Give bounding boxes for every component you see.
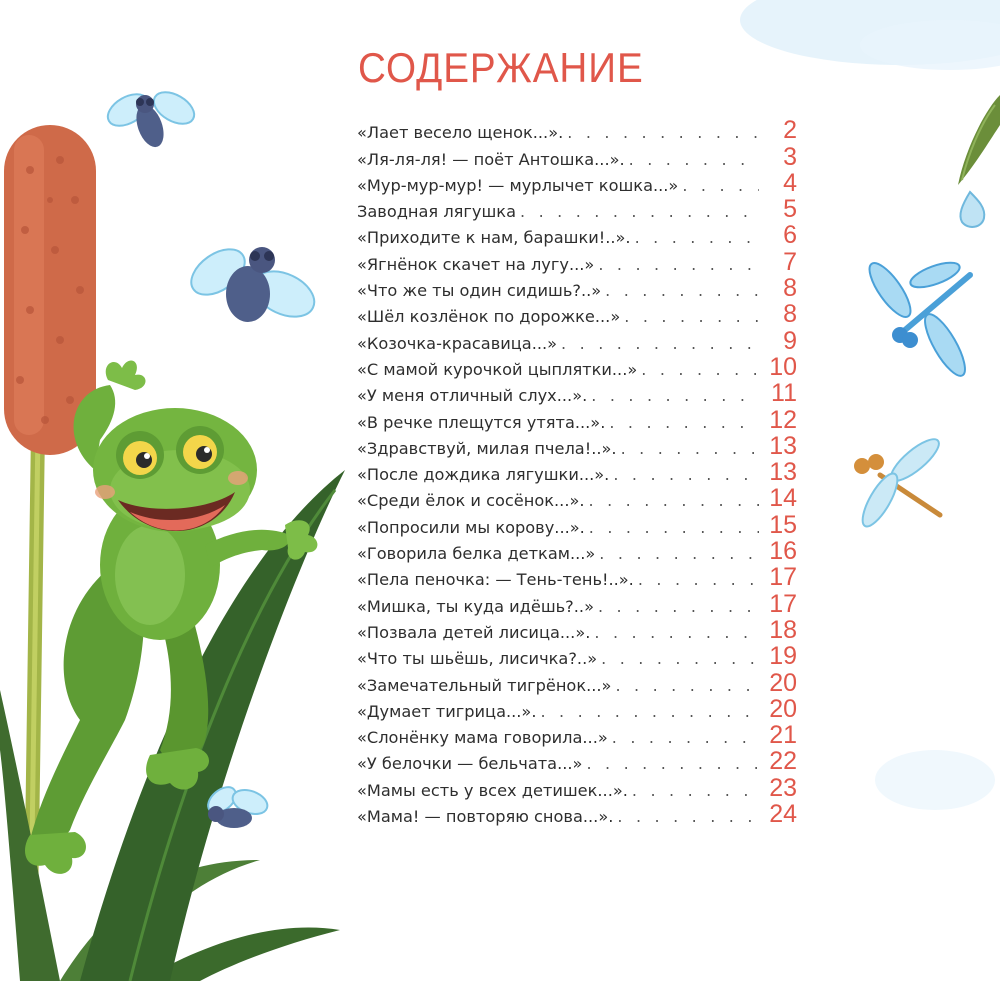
- toc-entry-title: «Пела пеночка: — Тень-тень!..».: [357, 570, 634, 590]
- toc-page-number: 3: [783, 142, 797, 171]
- toc-entry[interactable]: [357, 590, 797, 616]
- toc-page-number: 8: [783, 274, 797, 303]
- dot-leader: [638, 570, 759, 590]
- toc-entry[interactable]: [357, 485, 797, 511]
- dot-leader: [605, 281, 759, 301]
- toc-entry[interactable]: [357, 511, 797, 537]
- dot-leader: [586, 754, 759, 774]
- toc-page-number: 17: [769, 589, 797, 618]
- toc-page-number: 20: [769, 694, 797, 723]
- toc-entry[interactable]: [357, 696, 797, 722]
- dot-leader: [629, 150, 759, 170]
- toc-entry[interactable]: [357, 301, 797, 327]
- toc-page-number: 6: [783, 221, 797, 250]
- dot-leader: [561, 334, 759, 354]
- dot-leader: [613, 465, 759, 485]
- toc-page-number: 16: [769, 537, 797, 566]
- dot-leader: [589, 518, 759, 538]
- toc-page-number: 20: [769, 668, 797, 697]
- water-drop-icon: [960, 192, 984, 227]
- toc-entry-title: «Что ты шьёшь, лисичка?..»: [357, 649, 598, 669]
- toc-entry[interactable]: [357, 170, 797, 196]
- dot-leader: [624, 307, 759, 327]
- toc-entry-title: «Мур-мур-мур! — мурлычет кошка...»: [357, 175, 679, 195]
- toc-entry[interactable]: [357, 380, 797, 406]
- toc-entry[interactable]: [357, 196, 797, 222]
- toc-entry-title: «Позвала детей лисица...».: [357, 622, 591, 642]
- toc-entry-title: «Ля-ля-ля! — поёт Антошка...».: [357, 149, 625, 169]
- toc-page-number: 10: [769, 352, 797, 381]
- toc-entry[interactable]: [357, 117, 797, 143]
- toc-entry-title: «Говорила белка деткам...»: [357, 544, 596, 564]
- dot-leader: [615, 676, 759, 696]
- toc-entry[interactable]: [357, 406, 797, 432]
- dragonfly-icon: [854, 433, 944, 531]
- toc-entry[interactable]: [357, 222, 797, 248]
- dot-leader: [635, 228, 759, 248]
- toc-entry-title: «Мишка, ты куда идёшь?..»: [357, 596, 594, 616]
- dot-leader: [589, 491, 759, 511]
- toc-entry-title: «Слонёнку мама говорила...»: [357, 728, 608, 748]
- toc-page-number: 22: [769, 747, 797, 776]
- toc-entry-title: «Замечательный тигрёнок...»: [357, 675, 612, 695]
- toc-page-number: 18: [769, 615, 797, 644]
- dot-leader: [520, 202, 759, 222]
- toc-page-number: 21: [769, 721, 797, 750]
- toc-entry-title: «Что же ты один сидишь?..»: [357, 281, 602, 301]
- toc-page-number: 12: [769, 405, 797, 434]
- dot-leader: [594, 623, 759, 643]
- toc-entry-title: «У меня отличный слух...».: [357, 386, 588, 406]
- dot-leader: [591, 386, 759, 406]
- toc-entry[interactable]: [357, 275, 797, 301]
- toc-entry-title: «Козочка-красавица...»: [357, 333, 558, 353]
- toc-page-number: 24: [769, 800, 797, 829]
- toc-page-number: 17: [769, 563, 797, 592]
- toc-page-number: 13: [769, 431, 797, 460]
- toc-entry[interactable]: [357, 617, 797, 643]
- toc-page-number: 14: [769, 484, 797, 513]
- toc-entry[interactable]: [357, 327, 797, 353]
- toc-entry-title: «Шёл козлёнок по дорожке...»: [357, 307, 621, 327]
- dot-leader: [540, 702, 759, 722]
- page-title: СОДЕРЖАНИЕ: [358, 44, 644, 91]
- toc-entry[interactable]: [357, 801, 797, 827]
- toc-entry[interactable]: [357, 433, 797, 459]
- toc-page-number: 11: [771, 379, 797, 408]
- dot-leader: [567, 123, 759, 143]
- toc-entry-title: «В речке плещутся утята...».: [357, 412, 606, 432]
- toc-entry-title: «Ягнёнок скачет на лугу...»: [357, 254, 595, 274]
- dot-leader: [632, 781, 759, 801]
- toc-entry-title: «Попросили мы корову...».: [357, 517, 585, 537]
- toc-entry-title: «С мамой курочкой цыплятки...»: [357, 359, 638, 379]
- dot-leader: [612, 728, 759, 748]
- toc-entry-title: «Приходите к нам, барашки!..».: [357, 228, 631, 248]
- toc-entry[interactable]: [357, 459, 797, 485]
- table-of-contents: [357, 117, 797, 827]
- dot-leader: [641, 360, 759, 380]
- dot-leader: [598, 255, 759, 275]
- toc-page-number: 5: [783, 195, 797, 224]
- toc-page-number: 4: [783, 168, 797, 197]
- toc-entry[interactable]: [357, 354, 797, 380]
- toc-page-number: 19: [769, 642, 797, 671]
- dot-leader: [601, 649, 759, 669]
- dragonfly-icon: [863, 257, 972, 380]
- toc-entry-title: Заводная лягушка: [357, 202, 516, 222]
- toc-page-number: 23: [769, 773, 797, 802]
- toc-page-number: 13: [769, 458, 797, 487]
- toc-entry[interactable]: [357, 143, 797, 169]
- reed-leaf-icon: [958, 95, 1000, 185]
- dot-leader: [598, 597, 759, 617]
- fly-icon: [102, 86, 199, 151]
- fly-icon: [183, 240, 321, 326]
- toc-entry-title: «У белочки — бельчата...»: [357, 754, 583, 774]
- dot-leader: [621, 439, 759, 459]
- toc-entry[interactable]: [357, 722, 797, 748]
- toc-entry-title: «Думает тигрица...».: [357, 701, 537, 721]
- toc-page-number: 7: [783, 247, 797, 276]
- toc-entry[interactable]: [357, 669, 797, 695]
- toc-page-number: 2: [783, 116, 797, 145]
- dot-leader: [617, 807, 759, 827]
- toc-entry-title: «После дождика лягушки...».: [357, 465, 610, 485]
- toc-entry[interactable]: [357, 538, 797, 564]
- toc-entry-title: «Лает весело щенок...».: [357, 123, 564, 143]
- toc-entry-title: «Здравствуй, милая пчела!..».: [357, 438, 617, 458]
- dot-leader: [609, 413, 759, 433]
- toc-page-number: 8: [783, 300, 797, 329]
- toc-page-number: 15: [769, 510, 797, 539]
- toc-entry[interactable]: [357, 564, 797, 590]
- toc-page-number: 9: [783, 326, 797, 355]
- toc-entry[interactable]: [357, 748, 797, 774]
- toc-entry-title: «Среди ёлок и сосёнок...».: [357, 491, 585, 511]
- toc-entry[interactable]: [357, 248, 797, 274]
- toc-entry[interactable]: [357, 774, 797, 800]
- toc-entry[interactable]: [357, 643, 797, 669]
- dot-leader: [599, 544, 759, 564]
- toc-entry-title: «Мама! — повторяю снова...».: [357, 807, 614, 827]
- dot-leader: [682, 176, 759, 196]
- toc-entry-title: «Мамы есть у всех детишек...».: [357, 780, 628, 800]
